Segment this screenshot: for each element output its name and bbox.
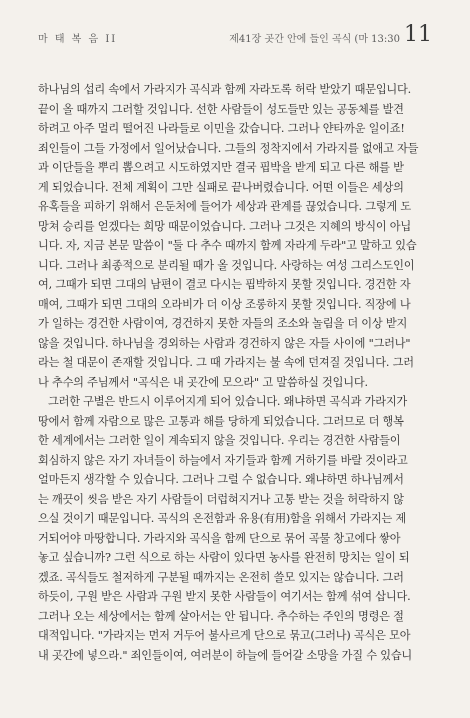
text-line: 내 곳간에 넣으라." 죄인들이여, 여러분이 하늘에 들어갈 소망을 가질 수 있습니 [38,648,413,662]
text-line: 니다. 그러나 최종적으로 분리될 때가 올 것입니다. 사랑하는 여성 그리스도인이 [38,258,415,272]
text-line: 망쳐 승리를 얻겠다는 희망 때문이었습니다. 그러나 그것은 지혜의 방식이 아닙 [38,219,411,233]
text-line: 라는 철 대문이 존재할 것입니다. 그 때 가라지는 불 속에 던져질 것입니다. 그러 [38,356,414,369]
page-number: 11 [404,22,432,47]
text-line: 그러한 구별은 반드시 이루어지게 되어 있습니다. 왜냐하면 곡식과 가라지가 [48,395,408,408]
text-line: 땅에서 함께 자람으로 많은 고통과 해를 당하게 되었습니다. 그러므로 더 행복 [38,414,404,428]
text-line: 겠죠. 곡식들도 철저하게 구분될 때까지는 온전히 쓸모 있지는 않습니다. 그러 [38,570,404,584]
text-line: 죄인들이 그들 가정에서 일어났습니다. 그들의 정착지에서 가라지를 없애고 자들 [38,141,419,155]
text-line: 으실 것이기 때문입니다. 곡식의 온전함과 유용(有用)함을 위해서 가라지는 제 [38,512,407,525]
text-line: 하듯이, 구원 받은 사람과 구원 받지 못한 사람들이 여기서는 함께 섞여 삽니다. [38,590,411,603]
text-line: 그러나 오는 세상에서는 함께 살아서는 안 됩니다. 추수하는 주인의 명령은 절 [38,609,404,623]
text-line: 매여, 그때가 되면 그대의 오라비가 더 이상 조롱하지 못할 것입니다. 직장에 나 [38,297,411,311]
running-head-chapter: 제41장 곳간 안에 들인 곡식 (마 13:30 [229,34,400,45]
text-line: 회심하지 않은 자기 자녀들이 하늘에서 자기들과 함께 거하기를 바랄 것이라고 [38,453,408,467]
text-line: 거되어야 마땅합니다. 가라지와 곡식을 함께 단으로 묶어 곡물 창고에다 쌓아 [38,531,401,545]
text-line: 니다. 자, 지금 본문 말씀이 "둘 다 추수 때까지 함께 자라게 두라"고 말하고 있습 [38,239,417,252]
text-line: 게 되었습니다. 전체 계획이 그만 실패로 끝나버렸습니다. 어떤 이들은 세상의 [38,180,404,194]
text-line: 끝이 올 때까지 그러할 것입니다. 선한 사람들이 성도들만 있는 공동체를 발견 [38,102,404,116]
page-header [38,22,432,50]
text-line: 가 일하는 경건한 사람이여, 경건하지 못한 자들의 조소와 놀림을 더 이상 받지 [38,317,408,330]
text-line: 대적입니다. "가라지는 먼저 거두어 불사르게 단으로 묶고(그러나) 곡식은 모아 [38,629,411,642]
text-line: 않을 것입니다. 하나님을 경외하는 사람과 경건하지 않은 자들 사이에 "그러나" [38,336,411,350]
text-line: 여, 그때가 되면 그대의 남편이 결코 다시는 핍박하지 못할 것입니다. 경건한 자 [38,278,411,291]
text-line: 한 세계에서는 그러한 일이 계속되지 않을 것입니다. 우리는 경건한 사람들이 [38,434,401,447]
text-line: 하려고 아주 멀리 떨어진 나라들로 이민을 갔습니다. 그러나 얀타까운 일이죠! [38,122,405,135]
text-line: 얼마든지 생각할 수 있습니다. 그러나 그럴 수 없습니다. 왜냐하면 하나님께서 [38,473,404,486]
page-body [38,80,432,665]
text-line: 나 추수의 주님께서 "곡식은 내 곳간에 모으라" 고 말씀하실 것입니다. [38,375,368,389]
text-line: 하나님의 섭리 속에서 가라지가 곡식과 함께 자라도록 허락 받았기 때문입니다. [38,83,411,96]
running-head-book: 마 태 복 음 II [38,34,118,45]
text-line: 유혹들을 피하기 위해서 은둔처에 들어가 세상과 관계를 끊었습니다. 그렇게 도 [38,200,411,213]
text-line: 는 깨끗이 씻음 받은 자기 사람들이 더럽혀지거나 고통 받는 것을 허락하지 않 [38,492,404,506]
text-line: 과 이단들을 뿌리 뽑으려고 시도하였지만 결국 핍박을 받게 되고 다른 해를 받 [38,161,404,174]
text-line: 놓고 싶습니까? 그런 식으로 하는 사람이 있다면 농사를 완전히 망치는 일이 되 [38,551,410,564]
